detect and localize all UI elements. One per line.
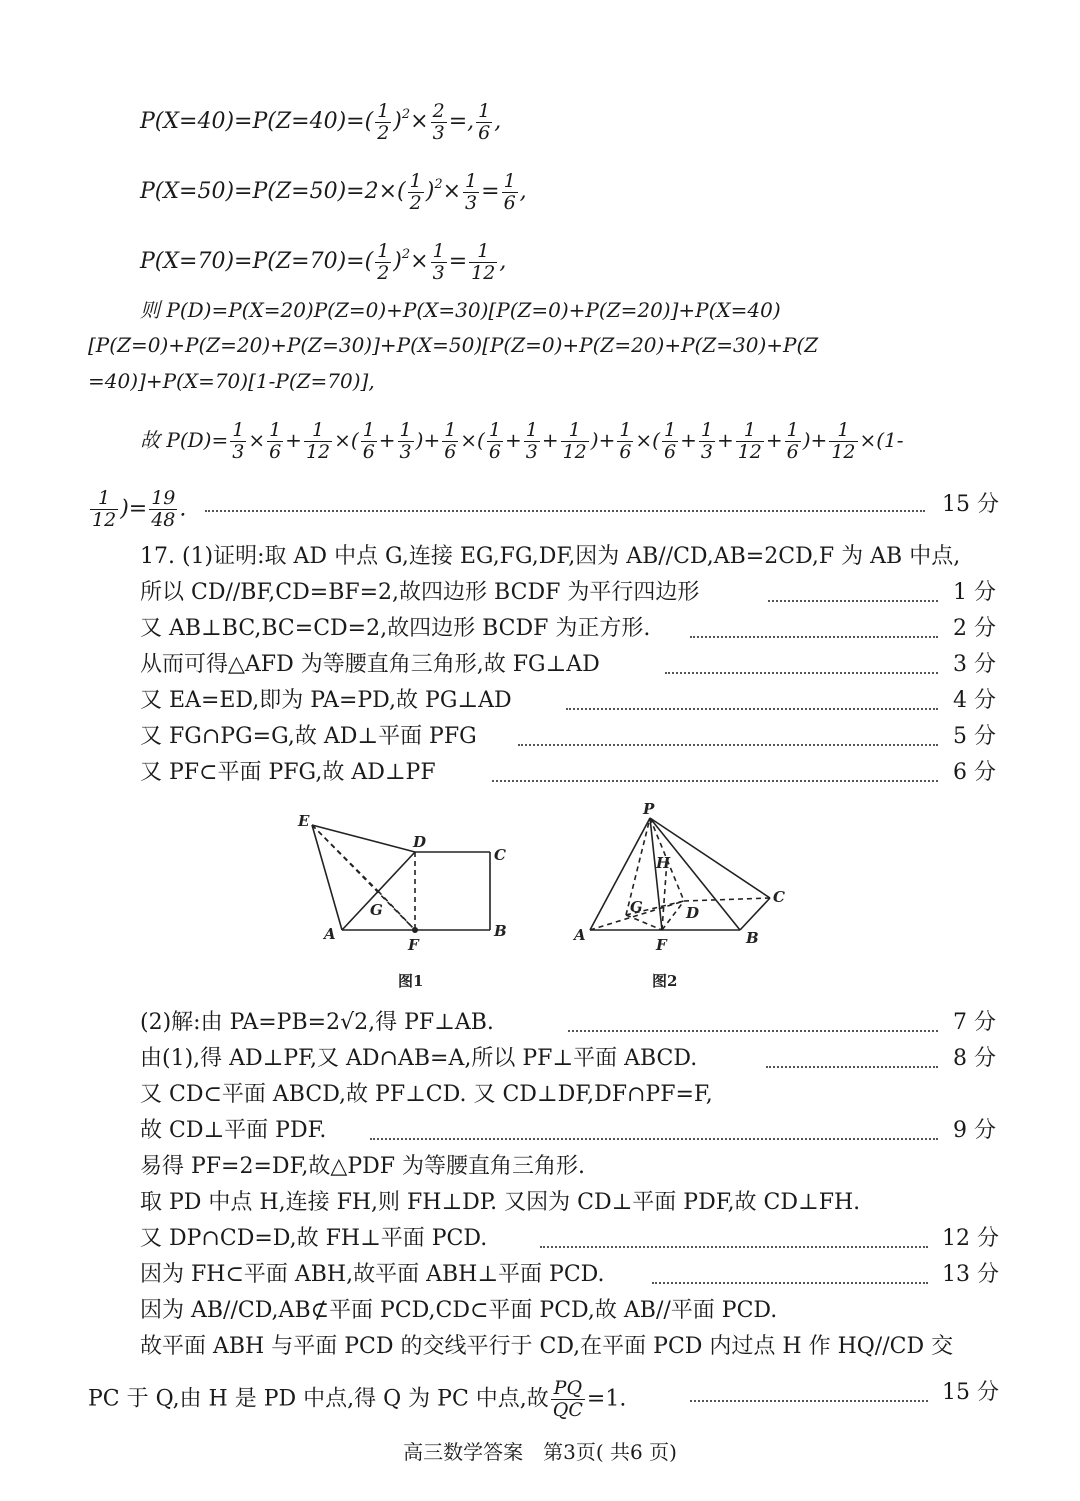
denominator: 2 — [377, 261, 390, 284]
figure-2 — [590, 818, 770, 930]
fraction — [502, 171, 518, 214]
op: )+ — [802, 428, 828, 452]
denominator: 6 — [786, 441, 799, 463]
part2-line-1: (2)解:由 PA=PB=2√2,得 PF⊥AB. — [140, 1010, 494, 1035]
figure-1-caption: 图1 — [398, 972, 424, 990]
q17-line-7: 又 PF⊂平面 PFG,故 AD⊥PF — [140, 760, 436, 785]
label-g: G — [370, 901, 383, 919]
fraction — [149, 488, 177, 531]
score-label: 1 分 — [953, 580, 996, 605]
numerator: 2 — [432, 99, 445, 122]
op: + — [680, 428, 697, 452]
formula-text: × — [442, 179, 462, 204]
q17-line-6: 又 FG∩PG=G,故 AD⊥平面 PFG — [140, 724, 477, 749]
denominator: 12 — [831, 441, 856, 463]
pd-line-1: 则 P(D)=P(X=20)P(Z=0)+P(X=30)[P(Z=0)+P(Z=20)]+P(X=40) — [140, 298, 781, 322]
fraction — [431, 101, 447, 144]
denominator: 12 — [737, 441, 762, 463]
formula-text: =1. — [586, 1386, 627, 1412]
op: + — [285, 428, 302, 452]
formula-text: )= — [120, 496, 148, 522]
dot-leader — [540, 1246, 928, 1248]
score-label: 13 分 — [942, 1262, 999, 1287]
denominator: 6 — [663, 441, 677, 463]
fraction — [699, 420, 715, 463]
numerator: 1 — [561, 420, 589, 442]
denominator: 3 — [432, 261, 445, 284]
q17-line-4: 从而可得△AFD 为等腰直角三角形,故 FG⊥AD — [140, 652, 600, 677]
formula-p70: P(X=70)=P(Z=70)=( $\frac{1}{2}$ )$^2$× $\frac{1}{3}$ = $\frac{1}{12}$ , — [140, 239, 507, 284]
denominator: 6 — [444, 441, 457, 463]
denominator: 2 — [377, 121, 390, 144]
numerator: 1 — [304, 420, 332, 442]
pd-line-5: $\frac{1}{12}$ )= $\frac{19}{48}$ . — [92, 487, 187, 531]
numerator: 1 — [736, 420, 764, 442]
q17-line-5: 又 EA=ED,即为 PA=PD,故 PG⊥AD — [140, 688, 512, 713]
dot-leader — [566, 708, 938, 710]
label-c2: C — [773, 888, 785, 906]
formula-p40: P(X=40)=P(Z=40)=( $\frac{1}{2}$ )$^2$× $\frac{2}{3}$ =, $\frac{1}{6}$ , — [140, 99, 502, 144]
fraction — [463, 171, 479, 214]
denominator: QC — [552, 1399, 583, 1421]
pd-line-4 — [140, 420, 904, 463]
fraction — [375, 241, 391, 284]
op: ×( — [460, 428, 485, 452]
denominator: 6 — [269, 441, 282, 463]
numerator: 1 — [269, 419, 282, 441]
fraction — [736, 420, 764, 463]
fraction — [90, 488, 118, 531]
numerator: 1 — [399, 419, 412, 441]
numerator: 1 — [786, 419, 799, 441]
denominator: 3 — [525, 441, 538, 463]
geometry-figures — [280, 800, 820, 1000]
score-label: 2 分 — [953, 616, 996, 641]
numerator: 1 — [488, 419, 501, 441]
part2-line-4: 故 CD⊥平面 PDF. — [140, 1118, 327, 1143]
numerator: 19 — [151, 487, 176, 509]
numerator: 1 — [663, 419, 677, 441]
fraction — [524, 420, 540, 463]
formula-text: P(X=70)=P(Z=70)=( — [140, 249, 374, 274]
label-b: B — [494, 922, 507, 940]
numerator: 1 — [465, 169, 478, 192]
score-label: 5 分 — [953, 724, 996, 749]
fraction — [304, 420, 332, 463]
q17-line-3: 又 AB⊥BC,BC=CD=2,故四边形 BCDF 为正方形. — [140, 616, 651, 641]
label-g2: G — [630, 898, 643, 916]
numerator: 1 — [432, 239, 445, 262]
numerator: 1 — [444, 419, 457, 441]
label-f2: F — [656, 936, 667, 954]
score-label: 9 分 — [953, 1118, 996, 1143]
op: + — [716, 428, 734, 452]
dot-leader — [492, 780, 938, 782]
formula-text: P(X=50)=P(Z=50)=2×( — [140, 179, 406, 204]
part2-line-9: 因为 AB//CD,AB⊄平面 PCD,CD⊂平面 PCD,故 AB//平面 PCD. — [140, 1298, 778, 1323]
op: ×( — [334, 428, 359, 452]
numerator: 1 — [525, 419, 538, 441]
score-label: 6 分 — [953, 760, 996, 785]
fraction — [662, 420, 678, 463]
denominator: 12 — [305, 441, 331, 463]
numerator: 1 — [232, 419, 245, 441]
q17-line-1: 17. (1)证明:取 AD 中点 G,连接 EG,FG,DF,因为 AB//CD,AB=2CD,F 为 AB 中点, — [140, 544, 961, 569]
numerator: 1 — [90, 488, 118, 510]
dot-leader — [568, 1030, 938, 1032]
label-d: D — [413, 833, 427, 851]
fraction — [551, 1378, 585, 1421]
formula-text: ) — [393, 109, 402, 134]
denominator: 6 — [619, 441, 632, 463]
denominator: 3 — [465, 191, 478, 214]
fraction — [375, 101, 391, 144]
formula-text: × — [410, 249, 429, 274]
label-h: H — [656, 854, 671, 872]
fraction — [617, 420, 633, 463]
denominator: 3 — [232, 441, 245, 463]
denominator: 12 — [471, 261, 496, 284]
numerator: 1 — [469, 241, 497, 263]
numerator: PQ — [551, 1378, 585, 1400]
fraction — [487, 420, 503, 463]
numerator: 1 — [377, 239, 390, 262]
part2-line-6: 取 PD 中点 H,连接 FH,则 FH⊥DP. 又因为 CD⊥平面 PDF,故 CD⊥FH. — [140, 1190, 861, 1215]
fraction — [469, 241, 497, 284]
fraction — [785, 420, 801, 463]
label-e: E — [298, 812, 310, 830]
formula-text: P(X=40)=P(Z=40)=( — [140, 109, 374, 134]
label-p: P — [643, 800, 655, 818]
op: ×(1- — [859, 428, 904, 452]
numerator: 1 — [377, 99, 390, 122]
exponent: 2 — [401, 247, 411, 262]
numerator: 1 — [478, 99, 491, 122]
denominator: 3 — [700, 441, 713, 463]
label-f: F — [408, 936, 419, 954]
op: + — [541, 428, 559, 452]
point-f — [412, 927, 418, 933]
label-a2: A — [574, 926, 586, 944]
denominator: 12 — [562, 441, 587, 463]
dot-leader — [768, 600, 938, 602]
exponent: 2 — [434, 177, 443, 192]
part2-line-10: 故平面 ABH 与平面 PCD 的交线平行于 CD,在平面 PCD 内过点 H 作 HQ//CD 交 — [140, 1334, 954, 1359]
fraction — [476, 101, 492, 144]
dot-leader — [690, 636, 938, 638]
denominator: 6 — [478, 121, 491, 144]
op: )+ — [590, 428, 616, 452]
numerator: 1 — [619, 419, 632, 441]
fraction — [442, 420, 458, 463]
op: × — [248, 428, 266, 452]
score-label: 7 分 — [953, 1010, 996, 1035]
formula-text: PC 于 Q,由 H 是 PD 中点,得 Q 为 PC 中点,故 — [88, 1386, 549, 1412]
score-label: 3 分 — [953, 652, 996, 677]
formula-text: 故 P(D)= — [140, 428, 229, 452]
numerator: 1 — [503, 169, 516, 192]
part2-line-8: 因为 FH⊂平面 ABH,故平面 ABH⊥平面 PCD. — [140, 1262, 605, 1287]
label-c: C — [494, 846, 506, 864]
fraction — [431, 241, 447, 284]
fraction — [361, 420, 377, 463]
part2-line-2: 由(1),得 AD⊥PF,又 AD∩AB=A,所以 PF⊥平面 ABCD. — [140, 1046, 698, 1071]
formula-text: × — [410, 109, 429, 134]
numerator: 1 — [362, 419, 375, 441]
score-label: 15 分 — [942, 492, 999, 517]
numerator: 1 — [700, 419, 713, 441]
formula-text: ) — [425, 179, 435, 204]
formula-p50: P(X=50)=P(Z=50)=2×( $\frac{1}{2}$ )$^2$× $\frac{1}{3}$ = $\frac{1}{6}$ , — [140, 169, 527, 214]
part2-line-11 — [88, 1378, 626, 1421]
denominator: 6 — [362, 441, 375, 463]
score-label: 4 分 — [953, 688, 996, 713]
dot-leader — [370, 1138, 938, 1140]
denominator: 6 — [503, 191, 516, 214]
part2-line-5: 易得 PF=2=DF,故△PDF 为等腰直角三角形. — [140, 1154, 586, 1179]
exponent: 2 — [401, 107, 411, 122]
formula-text: =, — [448, 109, 475, 134]
score-label: 15 分 — [942, 1380, 999, 1405]
page-footer: 高三数学答案 第3页( 共6 页) — [403, 1440, 677, 1464]
fraction — [829, 420, 857, 463]
dot-leader — [690, 1400, 928, 1402]
denominator: 12 — [92, 509, 117, 531]
denominator: 48 — [151, 509, 176, 531]
score-label: 12 分 — [942, 1226, 999, 1251]
label-d2: D — [686, 904, 700, 922]
dot-leader — [518, 744, 938, 746]
label-a: A — [324, 925, 336, 943]
fraction — [230, 420, 246, 463]
denominator: 3 — [399, 441, 412, 463]
op: ×( — [635, 428, 660, 452]
numerator: 1 — [829, 420, 857, 442]
score-label: 8 分 — [953, 1046, 996, 1071]
fraction — [398, 420, 414, 463]
fraction — [267, 420, 283, 463]
op: )+ — [415, 428, 441, 452]
denominator: 2 — [409, 191, 422, 214]
fraction — [408, 171, 424, 214]
pd-line-2: [P(Z=0)+P(Z=20)+P(Z=30)]+P(X=50)[P(Z=0)+P(Z=20)+P(Z=30)+P(Z — [88, 333, 819, 357]
part2-line-7: 又 DP∩CD=D,故 FH⊥平面 PCD. — [140, 1226, 488, 1251]
formula-text: ) — [393, 249, 402, 274]
pd-line-3: =40)]+P(X=70)[1-P(Z=70)], — [88, 369, 375, 393]
op: + — [504, 428, 522, 452]
figure-1 — [312, 825, 490, 930]
dot-leader — [205, 510, 925, 512]
denominator: 6 — [488, 441, 501, 463]
numerator: 1 — [409, 169, 422, 192]
op: + — [765, 428, 783, 452]
fraction — [561, 420, 589, 463]
dot-leader — [665, 672, 938, 674]
dot-leader — [766, 1066, 938, 1068]
q17-line-2: 所以 CD//BF,CD=BF=2,故四边形 BCDF 为平行四边形 — [140, 580, 700, 605]
part2-line-3: 又 CD⊂平面 ABCD,故 PF⊥CD. 又 CD⊥DF,DF∩PF=F, — [140, 1082, 713, 1107]
label-b2: B — [746, 929, 759, 947]
op: + — [378, 428, 396, 452]
figure-2-caption: 图2 — [652, 972, 678, 990]
denominator: 3 — [432, 121, 445, 144]
dot-leader — [652, 1282, 928, 1284]
